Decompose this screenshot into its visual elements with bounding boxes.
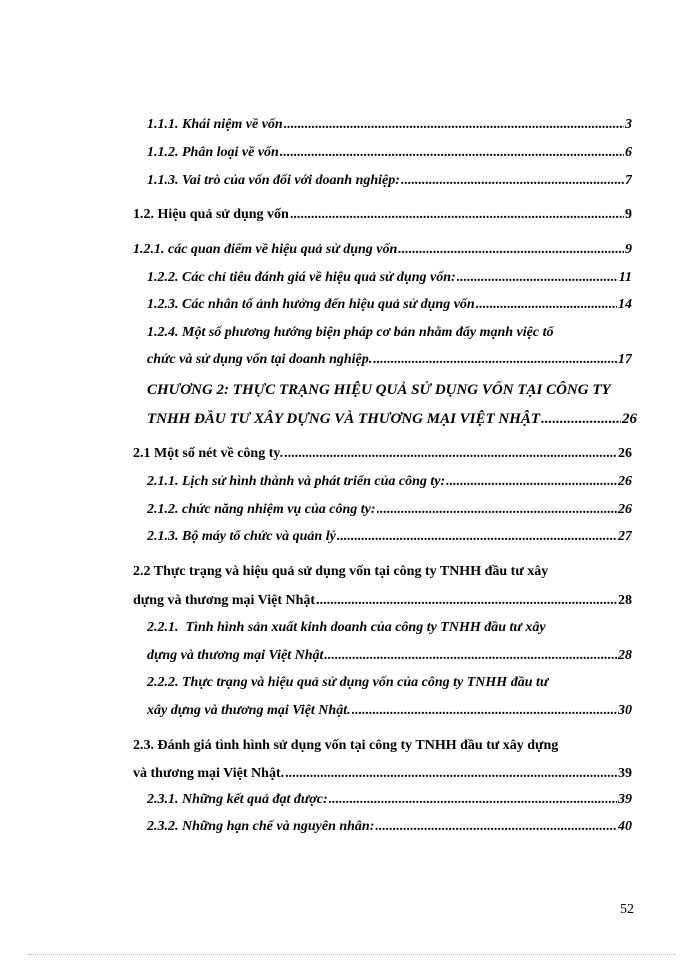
- toc-entry-label: 2.3.2. Những hạn chế và nguyên nhân:: [147, 819, 375, 834]
- toc-entry-2-1-3: [147, 528, 632, 546]
- leader-dots: [316, 592, 617, 610]
- toc-page-number: 26: [622, 411, 637, 427]
- toc-entry-2-2-2-line2: [147, 702, 632, 720]
- toc-entry-label: 2.2 Thực trạng và hiệu quả sử dụng vốn tại công ty TNHH đầu tư xây: [133, 564, 549, 579]
- toc-entry-1-1-2: [147, 144, 632, 162]
- toc-entry-label-cont: chức và sử dụng vốn tại doanh nghiệp.: [147, 352, 373, 367]
- leader-dots: [457, 269, 618, 287]
- toc-entry-2-2-1-line1: [147, 619, 632, 637]
- leader-dots: [377, 501, 617, 519]
- toc-entry-2-1-1: [147, 473, 632, 491]
- toc-entry-label: 1.2.4. Một số phương hướng biện pháp cơ bản nhằm đẩy mạnh việc tổ: [147, 325, 554, 340]
- toc-entry-label-cont: xây dựng và thương mại Việt Nhật.: [147, 703, 351, 718]
- toc-entry-label-cont: dựng và thương mại Việt Nhật: [133, 593, 316, 608]
- toc-page-number: 28: [618, 648, 632, 663]
- toc-entry-1-2-1: [133, 241, 632, 259]
- toc-entry-2-2-1-line2: [147, 647, 632, 665]
- toc-entry-label: 1.2.2. Các chỉ tiêu đánh giá về hiệu quả sử dụng vốn:: [147, 270, 456, 285]
- toc-page-number: 11: [618, 270, 632, 285]
- toc-entry-label: 2.3. Đánh giá tình hình sử dụng vốn tại công ty TNHH đầu tư xây dựng: [133, 738, 559, 753]
- page-number: 52: [620, 902, 634, 917]
- toc-entry-label: 1.2.1. các quan điểm về hiệu quả sử dụng vốn: [133, 242, 398, 257]
- toc-entry-1-2-4-line1: [147, 324, 632, 342]
- toc-page-number: 17: [618, 352, 632, 367]
- toc-entry-2-3-2: [147, 818, 632, 836]
- toc-entry-2-3-1: [147, 791, 632, 809]
- toc-entry-label: 2.1.1. Lịch sử hình thành và phát triển của công ty:: [147, 474, 446, 489]
- leader-dots: [285, 765, 617, 783]
- toc-page-number: 6: [625, 145, 632, 160]
- leader-dots: [375, 818, 617, 836]
- toc-entry-label: 2.3.1. Những kết quả đạt được:: [147, 792, 328, 807]
- leader-dots: [324, 647, 617, 665]
- toc-entry-label-cont: dựng và thương mại Việt Nhật: [147, 648, 324, 663]
- toc-entry-label: 2.1.2. chức năng nhiệm vụ của công ty:: [147, 502, 376, 517]
- toc-entry-label: 2.2.2. Thực trạng và hiệu quả sử dụng vốn của công ty TNHH đầu tư: [147, 675, 549, 690]
- toc-page-number: 30: [618, 703, 632, 718]
- page-bottom-divider: [28, 954, 676, 955]
- chapter-title-line1: CHƯƠNG 2: THỰC TRẠNG HIỆU QUẢ SỬ DỤNG VỐN TẠI CÔNG TY: [147, 382, 611, 398]
- toc-page-number: 27: [618, 529, 632, 544]
- toc-entry-1-2-4-line2: [147, 351, 632, 369]
- toc-entry-2-2-line1: [133, 563, 632, 581]
- leader-dots: [337, 528, 617, 546]
- toc-page-number: 26: [618, 446, 632, 461]
- toc-page-number: 9: [625, 207, 632, 222]
- toc-entry-label: 2.2.1. Tình hình sản xuất kinh doanh của công ty TNHH đầu tư xây: [147, 620, 546, 635]
- chapter-2-heading-line2: [147, 410, 637, 428]
- leader-dots: [284, 445, 617, 463]
- toc-entry-1-2-3: [147, 296, 632, 314]
- toc-entry-2-1-2: [147, 501, 632, 519]
- leader-dots: [280, 144, 624, 162]
- leader-dots: [401, 172, 624, 190]
- toc-entry-2-2-2-line1: [147, 674, 632, 692]
- toc-entry-2-3-line2: [133, 765, 632, 783]
- leader-dots: [446, 473, 617, 491]
- toc-entry-label: 1.1.3. Vai trò của vốn đối với doanh nghiệp:: [147, 173, 400, 188]
- toc-page-number: 26: [618, 474, 632, 489]
- toc-page-number: 7: [625, 173, 632, 188]
- toc-page-number: 40: [618, 819, 632, 834]
- toc-page-number: 14: [618, 297, 632, 312]
- toc-entry-2-1: [133, 445, 632, 463]
- toc-entry-label: 1.2.3. Các nhân tố ảnh hưởng đến hiệu quả sử dụng vốn: [147, 297, 475, 312]
- chapter-2-heading-line1: [147, 381, 637, 399]
- chapter-title-line2: TNHH ĐẦU TƯ XÂY DỰNG VÀ THƯƠNG MẠI VIỆT NHẬT: [147, 411, 541, 427]
- toc-page-number: 3: [625, 117, 632, 132]
- toc-page-number: 39: [618, 766, 632, 781]
- leader-dots: [290, 206, 624, 224]
- toc-entry-1-1-1: [147, 116, 632, 134]
- leader-dots: [329, 791, 617, 809]
- toc-entry-label: 1.1.2. Phân loại về vốn: [147, 145, 279, 160]
- leader-dots: [541, 410, 621, 428]
- toc-entry-1-2: [133, 206, 632, 224]
- toc-entry-2-2-line2: [133, 592, 632, 610]
- toc-page-number: 28: [618, 593, 632, 608]
- toc-entry-label-cont: và thương mại Việt Nhật.: [133, 766, 285, 781]
- leader-dots: [284, 116, 624, 134]
- leader-dots: [476, 296, 617, 314]
- toc-entry-1-2-2: [147, 269, 632, 287]
- toc-entry-label: 2.1 Một số nét về công ty.: [133, 446, 284, 461]
- leader-dots: [398, 241, 624, 259]
- toc-page-number: 39: [618, 792, 632, 807]
- toc-entry-label: 1.1.1. Khái niệm về vốn: [147, 117, 283, 132]
- toc-entry-2-3-line1: [133, 737, 632, 755]
- toc-page-number: 9: [625, 242, 632, 257]
- leader-dots: [352, 702, 617, 720]
- toc-page-number: 26: [618, 502, 632, 517]
- toc-entry-label: 1.2. Hiệu quả sử dụng vốn: [133, 207, 289, 222]
- toc-entry-label: 2.1.3. Bộ máy tổ chức và quản lý: [147, 529, 336, 544]
- toc-entry-1-1-3: [147, 172, 632, 190]
- leader-dots: [373, 351, 617, 369]
